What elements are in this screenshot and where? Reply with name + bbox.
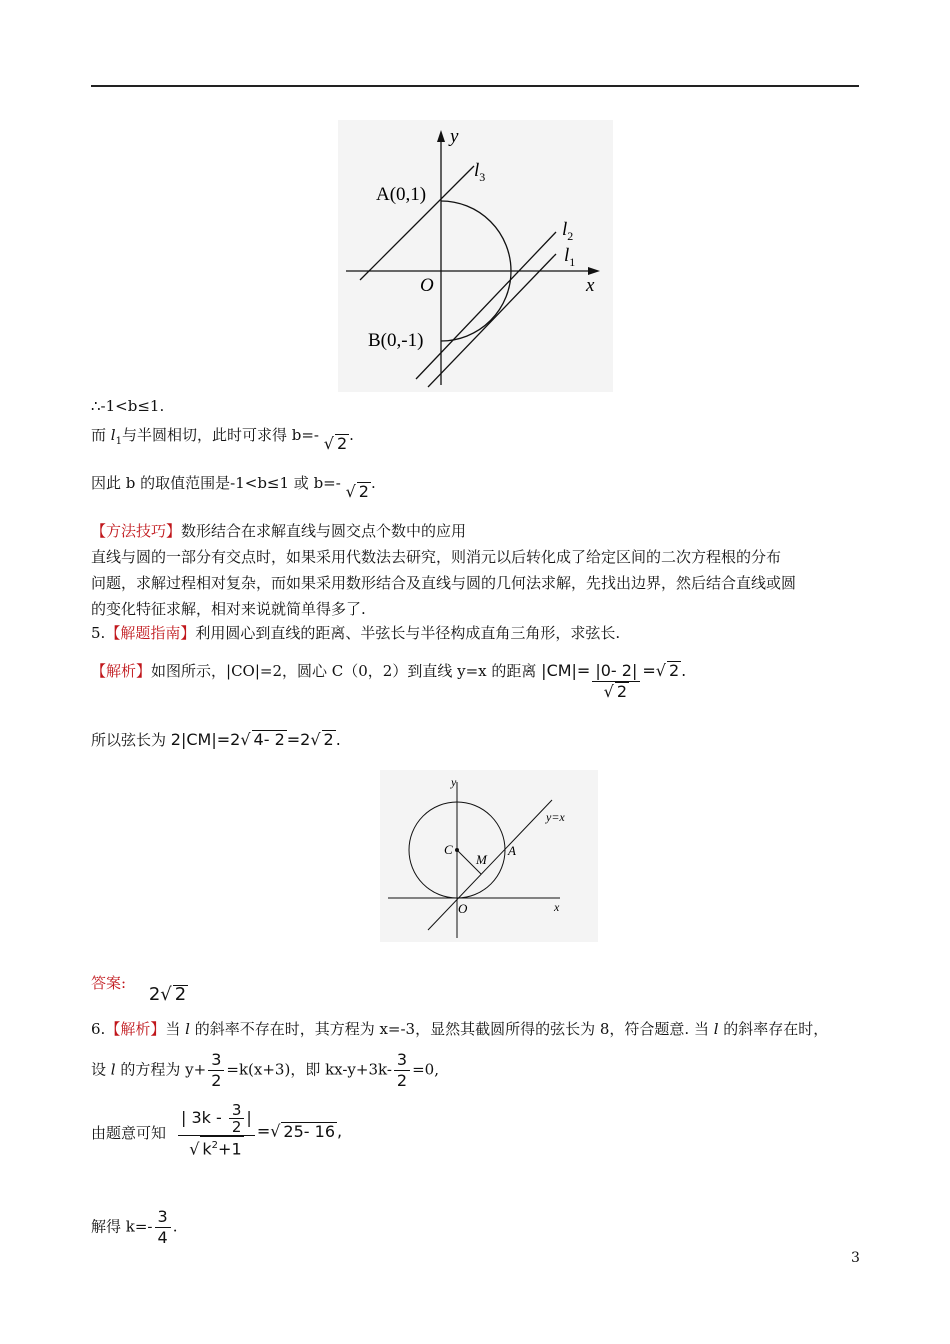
fig1-point-b-label: B(0,-1)	[368, 330, 424, 351]
conclusion-statement: 因此 b 的取值范围是-1<b≤1 或 b=- √ 2 .	[91, 474, 376, 501]
problem-6-result: 解得 k=- $\frac{3}{4}$ .	[91, 1207, 178, 1247]
fig1-l2-label: $l_2$	[562, 219, 574, 243]
method-tip-tag: 方法技巧	[106, 522, 167, 540]
fig2-line-label: y=x	[546, 810, 565, 824]
figure-semicircle-lines	[338, 120, 613, 392]
fig2-x-label: x	[554, 900, 560, 914]
fig1-point-a-label: A(0,1)	[376, 184, 427, 205]
figure2-background	[380, 770, 598, 942]
range-statement: ∴-1<b≤1.	[91, 397, 165, 415]
fig2-a-label: A	[508, 843, 516, 858]
method-tip-line-3: 的变化特征求解，相对来说就简单得多了.	[91, 600, 366, 618]
problem-6-line-2: 设 l 的方程为 y+ $\frac{3}{2}$ =k(x+3)，即 kx-y+3k- $\frac{3}{2}$ =0,	[91, 1050, 439, 1090]
fig2-origin-label: O	[458, 901, 468, 916]
fig2-c-label: C	[444, 842, 453, 857]
fig1-origin-label: O	[420, 275, 434, 296]
fig1-y-label: y	[450, 126, 459, 147]
fig1-x-label: x	[586, 275, 595, 296]
fig2-y-label: y	[451, 775, 457, 789]
chord-length-statement: 所以弦长为 2|CM|=2√ 4- 2 =2√ 2 .	[91, 730, 341, 749]
problem-6-condition-formula: | 3k - $\frac{3}{2}$ | √ $k^2+1$ =√ 25- 16 ,	[176, 1102, 342, 1162]
method-tip-heading: 【方法技巧】数形结合在求解直线与圆交点个数中的应用	[91, 522, 467, 540]
answer-line: 答案: 2√ 2	[91, 974, 187, 1005]
figure-circle-line	[380, 770, 598, 942]
tangent-statement: 而 $l_1$与半圆相切，此时可求得 b=- √ 2 .	[91, 426, 354, 453]
problem-5-solution: 【解析】如图所示，|CO|=2，圆心 C（0，2）到直线 y=x 的距离 |CM|= $\frac{|0- 2|}{√ 2}$ =√ 2 .	[91, 661, 687, 701]
header-rule	[91, 85, 859, 87]
problem-6-condition-text: 由题意可知	[91, 1124, 167, 1142]
method-tip-line-2: 问题，求解过程相对复杂，而如果采用数形结合及直线与圆的几何法求解，先找出边界，然后结合直线或圆	[91, 574, 797, 592]
problem-6-line-1: 6.【解析】当 l 的斜率不存在时，其方程为 x=-3，显然其截圆所得的弦长为 8，符合题意. 当 l 的斜率存在时，	[91, 1020, 829, 1038]
fig2-m-label: M	[476, 852, 487, 867]
problem-5-hint: 5.【解题指南】利用圆心到直线的距离、半弦长与半径构成直角三角形，求弦长.	[91, 624, 621, 642]
method-tip-line-1: 直线与圆的一部分有交点时，如果采用代数法去研究，则消元以后转化成了给定区间的二次方程根的分布	[91, 548, 782, 566]
fig1-l3-label: $l_3$	[474, 160, 486, 184]
page-number: 3	[851, 1250, 860, 1266]
fig1-l1-label: $l_1$	[564, 245, 576, 269]
fig2-center-point	[455, 848, 459, 852]
answer-label: 答案:	[91, 974, 127, 992]
